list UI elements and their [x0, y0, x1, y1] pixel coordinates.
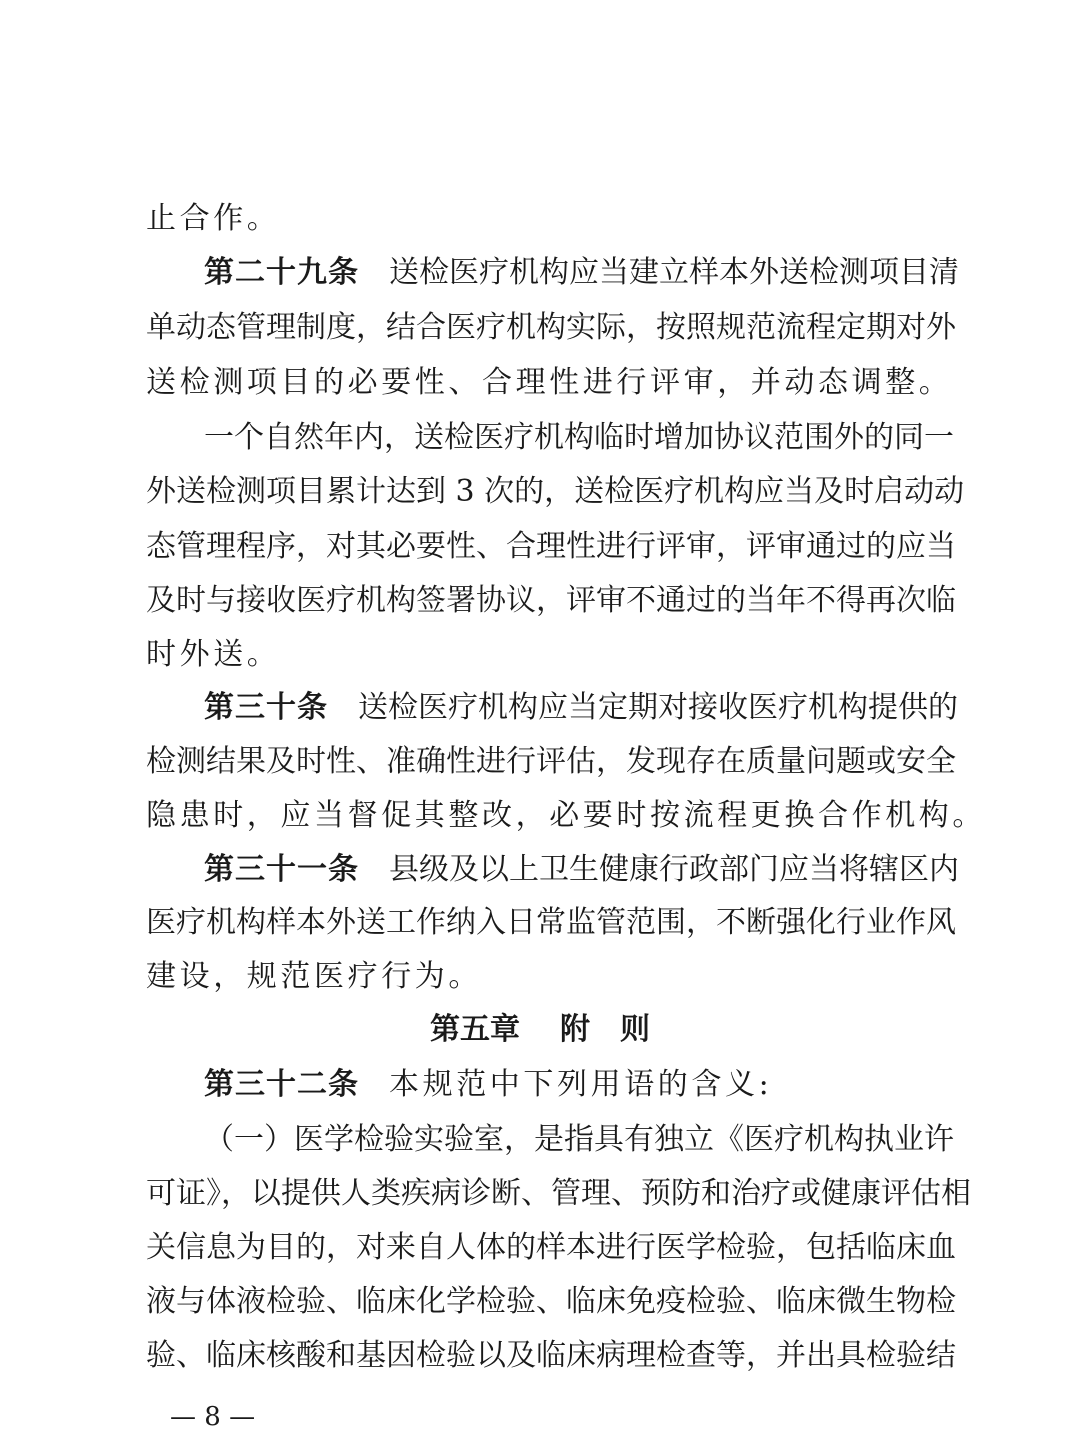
body-line: 检测结果及时性、准确性进行评估，发现存在质量问题或安全 — [146, 744, 956, 779]
body-line: 外送检测项目累计达到 3 次的，送检医疗机构应当及时启动动 — [146, 474, 965, 509]
body-line: 可证》，以提供人类疾病诊断、管理、预防和治疗或健康评估相 — [146, 1176, 971, 1211]
chapter-title: 第五章 附 则 — [430, 1012, 650, 1047]
body-line: 医疗机构样本外送工作纳入日常监管范围，不断强化行业作风 — [146, 905, 956, 940]
article-number: 第三十条 — [204, 690, 328, 725]
body-line: 送检测项目的必要性、合理性进行评审，并动态调整。 — [146, 365, 953, 400]
article-number: 第三十二条 — [204, 1067, 359, 1102]
body-line: 时外送。 — [146, 637, 281, 672]
body-line: 及时与接收医疗机构签署协议，评审不通过的当年不得再次临 — [146, 583, 956, 618]
article-32-heading-line: 第三十二条 本规范中下列用语的含义: — [204, 1067, 773, 1102]
body-line: 建设，规范医疗行为。 — [146, 959, 482, 994]
body-line: 态管理程序，对其必要性、合理性进行评审，评审通过的应当 — [146, 529, 956, 564]
article-31-heading-line: 第三十一条 县级及以上卫生健康行政部门应当将辖区内 — [204, 852, 959, 887]
body-line: （一）医学检验实验室，是指具有独立《医疗机构执业许 — [204, 1122, 954, 1157]
article-30-heading-line: 第三十条 送检医疗机构应当定期对接收医疗机构提供的 — [204, 690, 958, 725]
body-line: 关信息为目的，对来自人体的样本进行医学检验，包括临床血 — [146, 1230, 956, 1265]
body-line: 验、临床核酸和基因检验以及临床病理检查等，并出具检验结 — [146, 1338, 956, 1373]
page-number: — 8 — — [170, 1402, 256, 1432]
article-number: 第三十一条 — [204, 852, 359, 887]
body-line: 一个自然年内，送检医疗机构临时增加协议范围外的同一 — [204, 420, 954, 455]
body-line: 止合作。 — [146, 201, 281, 236]
body-line: 液与体液检验、临床化学检验、临床免疫检验、临床微生物检 — [146, 1284, 956, 1319]
body-line: 单动态管理制度，结合医疗机构实际，按照规范流程定期对外 — [146, 310, 956, 345]
body-line: 隐患时，应当督促其整改，必要时按流程更换合作机构。 — [146, 798, 986, 833]
article-29-heading-line: 第二十九条 送检医疗机构应当建立样本外送检测项目清 — [204, 255, 959, 290]
article-number: 第二十九条 — [204, 255, 359, 290]
